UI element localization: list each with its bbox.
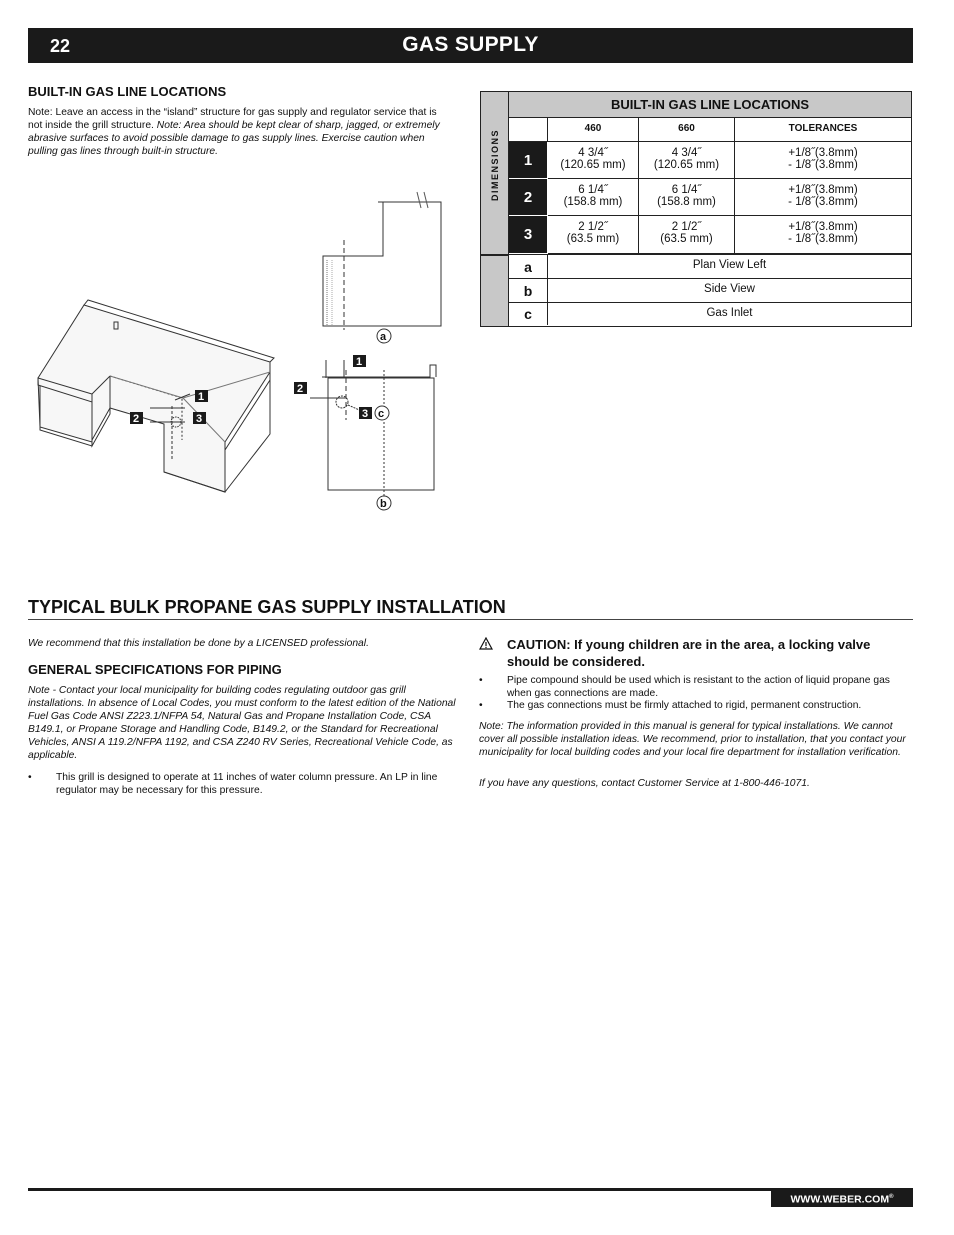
dimensions-label: DIMENSIONS <box>490 129 500 202</box>
table-row: 6 1/4˝ (158.8 mm) <box>639 179 735 216</box>
list-item: • Pipe compound should be used which is resistant to the action of liquid propane gas when gas connections are made. <box>479 675 890 699</box>
info-note: Note: The information provided in this manual is general for typical installations. We cannot cover all possible installation ideas. We recommend, prior to installation, that you contact your municipality for local building codes and your local fire department for installation verification. <box>479 721 906 758</box>
side-view-outline <box>328 378 434 490</box>
col-header-460: 460 <box>548 117 639 142</box>
marker-1-side: 1 <box>356 356 363 368</box>
marker-3-island: 3 <box>196 413 203 425</box>
plan-view-outline <box>323 202 441 326</box>
label-c: c <box>378 408 385 420</box>
dimensions-table <box>480 91 912 327</box>
label-b: b <box>380 498 387 510</box>
legend-id-a: a <box>509 254 548 279</box>
licensed-recommendation: We recommend that this installation be done by a LICENSED professional. <box>28 638 369 649</box>
table-row: 4 3/4˝ (120.65 mm) <box>639 142 735 179</box>
piping-note: Note - Contact your local municipality for building codes regulating outdoor gas grill installations. In absence of Local Codes, you must conform to the latest edition of the National Fuel Gas Code ANSI Z223.1/NFPA 54, Natural Gas and Propane Installation Code, CSA B149.1, or Propane Storage and Handling Code, B149.2, or the Standard for Recreational Vehicles, ANSI A 119.2/NFPA 1192, and CSA Z240 RV Series, Recreational Vehicle Code, as applicable. <box>28 685 456 761</box>
propane-section-title: TYPICAL BULK PROPANE GAS SUPPLY INSTALLATION <box>28 597 506 617</box>
warning-icon <box>479 637 493 650</box>
legend-text-c: Gas Inlet <box>706 307 753 319</box>
builtin-note-italic: Note: Area should be kept clear of sharp, jagged, or extremely abrasive surfaces to avoid possible damage to gas supply lines. Exercise caution when pulling gas lines through built-in structure. <box>28 120 440 157</box>
col-header-tolerances: TOLERANCES <box>735 117 911 142</box>
builtin-note-plain: Note: Leave an access in the “island” structure for gas supply and regulator service that is not inside the grill structure. <box>28 107 437 131</box>
caution-text: CAUTION: If young children are in the area, a locking valve should be considered. <box>507 637 871 669</box>
legend-id-b: b <box>509 279 548 303</box>
page-header <box>28 28 913 63</box>
legend-text-a: Plan View Left <box>548 254 911 279</box>
dimensions-side-bar <box>481 92 509 326</box>
builtin-heading: BUILT-IN GAS LINE LOCATIONS <box>28 84 227 99</box>
legend-text-b: Side View <box>548 279 911 303</box>
gas-line-diagram <box>0 180 460 520</box>
page-number: 22 <box>50 36 71 56</box>
list-item: • This grill is designed to operate at 11 inches of water column pressure. An LP in line regulator may be necessary for this pressure. <box>28 772 438 796</box>
table-row: +1/8˝(3.8mm) - 1/8˝(3.8mm) <box>735 142 911 179</box>
label-a: a <box>380 331 387 343</box>
table-row: 2 1/2˝ (63.5 mm) <box>548 216 639 254</box>
table-row: +1/8˝(3.8mm) - 1/8˝(3.8mm) <box>735 179 911 216</box>
marker-2-side: 2 <box>297 383 304 395</box>
row-id-3: 3 <box>509 216 548 254</box>
contact-note: If you have any questions, contact Customer Service at 1-800-446-1071. <box>479 778 810 789</box>
table-row: +1/8˝(3.8mm) - 1/8˝(3.8mm) <box>735 216 911 254</box>
row-id-2: 2 <box>509 179 548 216</box>
list-item: • The gas connections must be firmly attached to rigid, permanent construction. <box>479 700 862 711</box>
table-title: BUILT-IN GAS LINE LOCATIONS <box>509 92 911 118</box>
marker-3-side: 3 <box>362 408 369 420</box>
legend-id-c: c <box>509 303 548 325</box>
piping-heading: GENERAL SPECIFICATIONS FOR PIPING <box>28 662 282 677</box>
island-3d-drawing <box>38 300 274 492</box>
section-divider <box>28 619 913 620</box>
page-title: GAS SUPPLY <box>402 33 539 56</box>
builtin-note <box>28 106 453 158</box>
marker-2-island: 2 <box>133 413 140 425</box>
table-row: 4 3/4˝ (120.65 mm) <box>548 142 639 179</box>
table-row: 6 1/4˝ (158.8 mm) <box>548 179 639 216</box>
table-row: 2 1/2˝ (63.5 mm) <box>639 216 735 254</box>
footer-url[interactable]: WWW.WEBER.COM® <box>771 1188 913 1207</box>
col-header-660: 660 <box>639 117 735 142</box>
row-id-1: 1 <box>509 142 548 179</box>
marker-1-island: 1 <box>198 391 205 403</box>
